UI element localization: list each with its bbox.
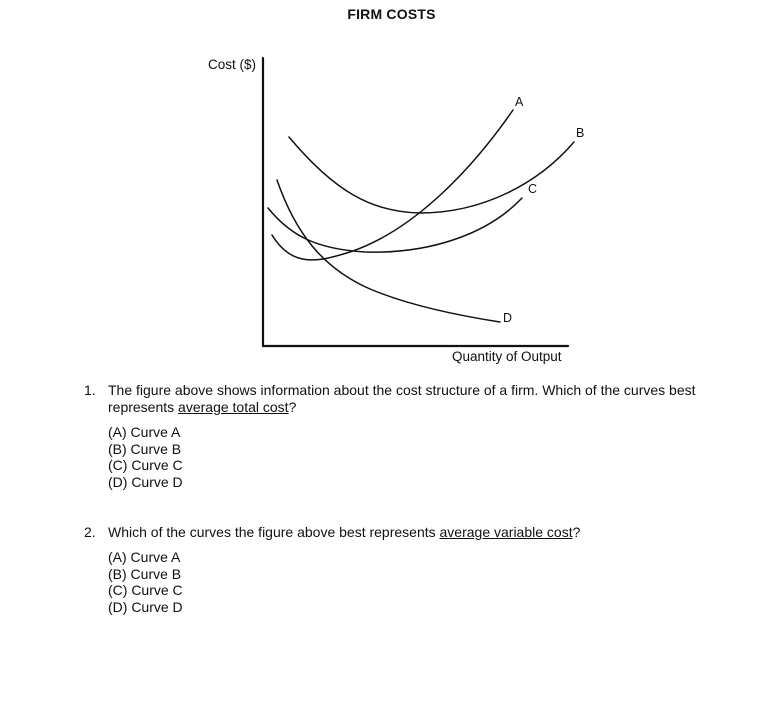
question-number: 1. <box>84 382 96 398</box>
question-underlined-term: average total cost <box>178 399 289 415</box>
choice-a[interactable]: (A) Curve A <box>108 424 181 440</box>
question-text <box>108 524 704 541</box>
question-text-lead: The figure above shows information about the cost structure of a firm. Which of the curves best represents <box>108 382 696 415</box>
choice-a[interactable]: (A) Curve A <box>108 549 181 565</box>
question-number: 2. <box>84 524 96 540</box>
curve-c <box>268 198 522 252</box>
choice-b[interactable]: (B) Curve B <box>108 440 182 457</box>
curve-a <box>272 110 513 260</box>
y-axis-label: Cost ($) <box>208 57 257 72</box>
question-text-lead: Which of the curves the figure above best represents <box>108 524 440 540</box>
question-2 <box>84 524 704 615</box>
choice-c[interactable]: (C) Curve C <box>108 457 183 473</box>
curve-label-b: B <box>576 126 585 140</box>
choice-d[interactable]: (D) Curve D <box>108 473 183 490</box>
question-text-tail: ? <box>288 399 297 415</box>
curve-d <box>277 180 500 322</box>
choice-d[interactable]: (D) Curve D <box>108 598 183 615</box>
curve-label-a: A <box>515 95 524 109</box>
question-1 <box>84 382 704 490</box>
curve-b <box>289 137 574 213</box>
answer-choices <box>108 424 704 490</box>
answer-choices <box>108 549 704 615</box>
choice-b[interactable]: (B) Curve B <box>108 565 182 582</box>
question-underlined-term: average variable cost <box>439 524 573 540</box>
question-text-tail: ? <box>572 524 581 540</box>
curve-label-c: C <box>528 182 538 196</box>
choice-c[interactable]: (C) Curve C <box>108 582 183 598</box>
question-text <box>108 382 704 416</box>
page-title: FIRM COSTS <box>347 6 436 22</box>
x-axis-label: Quantity of Output <box>452 349 562 364</box>
curve-label-d: D <box>503 311 513 325</box>
